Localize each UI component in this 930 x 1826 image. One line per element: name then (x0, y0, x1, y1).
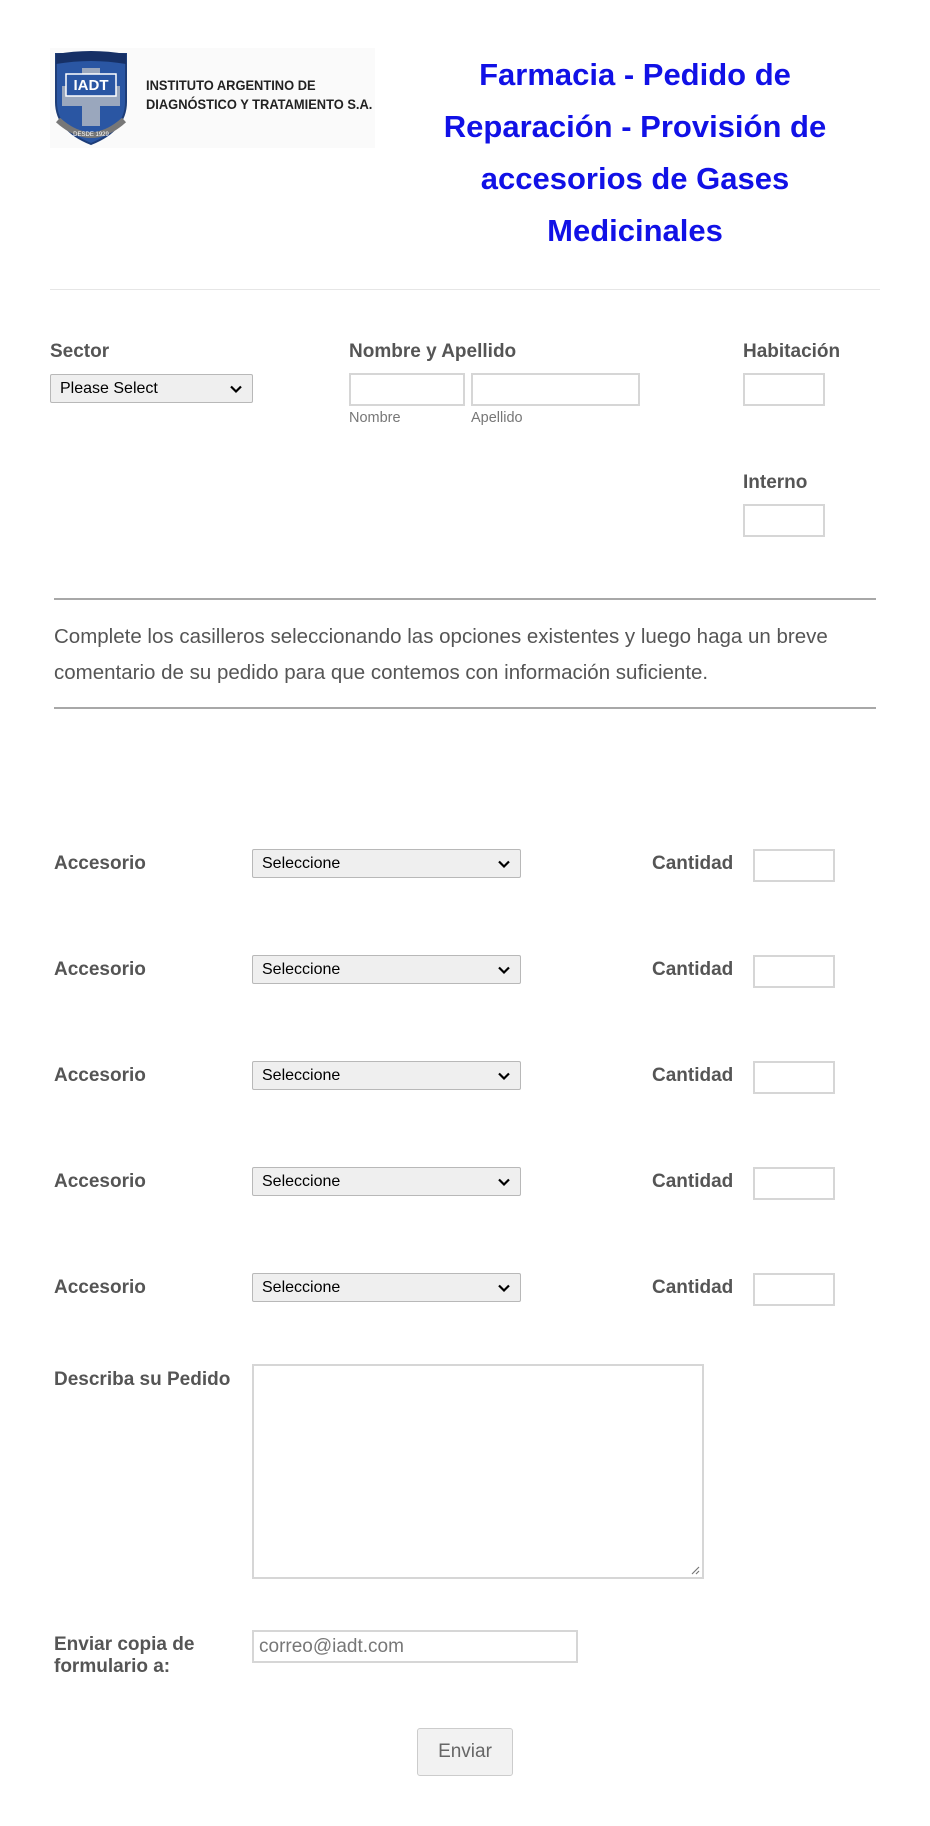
accessory-select[interactable] (252, 955, 521, 984)
quantity-input[interactable] (753, 955, 835, 988)
submit-button-label: Enviar (438, 1741, 492, 1762)
logo (50, 48, 375, 148)
accessory-select-value: Seleccione (262, 1172, 341, 1190)
divider-bottom (54, 707, 876, 709)
nombre-input[interactable] (349, 373, 465, 406)
habitacion-input[interactable] (743, 373, 825, 406)
accessory-label: Accesorio (54, 853, 146, 874)
page-title (400, 49, 870, 257)
accessory-label: Accesorio (54, 1171, 146, 1192)
sector-select-value: Please Select (60, 379, 158, 397)
nombre-sublabel: Nombre (349, 410, 401, 426)
logo-name-line1: INSTITUTO ARGENTINO DE (146, 77, 316, 93)
chevron-down-icon (497, 963, 511, 977)
accessory-label: Accesorio (54, 1065, 146, 1086)
accessory-label: Accesorio (54, 1277, 146, 1298)
accessory-select-value: Seleccione (262, 1278, 341, 1296)
nombre-apellido-label: Nombre y Apellido (349, 341, 517, 362)
copy-label-line: Enviar copia de (54, 1634, 195, 1655)
sector-select[interactable] (50, 374, 253, 403)
chevron-down-icon (229, 382, 243, 396)
title-line: accesorios de Gases (480, 161, 790, 196)
quantity-input[interactable] (753, 1167, 835, 1200)
accessory-select[interactable] (252, 1167, 521, 1196)
accessory-select[interactable] (252, 849, 521, 878)
logo-since-text: DESDE 1929 (73, 132, 109, 138)
quantity-label: Cantidad (652, 1065, 734, 1086)
accessory-select[interactable] (252, 1061, 521, 1090)
sector-label: Sector (50, 341, 110, 362)
quantity-label: Cantidad (652, 1277, 734, 1298)
title-line: Medicinales (547, 213, 723, 248)
resize-handle-icon[interactable] (690, 1565, 700, 1575)
chevron-down-icon (497, 1175, 511, 1189)
apellido-input[interactable] (471, 373, 640, 406)
divider-top (54, 598, 876, 600)
description-textarea[interactable] (252, 1364, 704, 1579)
interno-label: Interno (743, 472, 808, 493)
accessory-row (0, 1167, 930, 1201)
quantity-input[interactable] (753, 849, 835, 882)
header-divider (50, 289, 880, 290)
quantity-label: Cantidad (652, 1171, 734, 1192)
quantity-input[interactable] (753, 1273, 835, 1306)
submit-button[interactable] (417, 1728, 513, 1776)
logo-name-line2: DIAGNÓSTICO Y TRATAMIENTO S.A. (146, 96, 373, 112)
quantity-input[interactable] (753, 1061, 835, 1094)
interno-input[interactable] (743, 504, 825, 537)
accessory-select-value: Seleccione (262, 960, 341, 978)
title-line: Reparación - Provisión de (443, 109, 827, 144)
quantity-label: Cantidad (652, 853, 734, 874)
accessory-row (0, 1273, 930, 1307)
apellido-sublabel: Apellido (471, 410, 523, 426)
logo-badge-text: IADT (73, 77, 109, 94)
habitacion-label: Habitación (743, 341, 841, 362)
copy-email-input[interactable] (252, 1630, 578, 1663)
chevron-down-icon (497, 1281, 511, 1295)
chevron-down-icon (497, 1069, 511, 1083)
accessory-label: Accesorio (54, 959, 146, 980)
accessory-select[interactable] (252, 1273, 521, 1302)
accessory-select-value: Seleccione (262, 854, 341, 872)
copy-label-line: formulario a: (54, 1656, 171, 1677)
accessory-row (0, 849, 930, 883)
quantity-label: Cantidad (652, 959, 734, 980)
chevron-down-icon (497, 857, 511, 871)
accessory-select-value: Seleccione (262, 1066, 341, 1084)
description-label: Describa su Pedido (54, 1369, 231, 1390)
title-line: Farmacia - Pedido de (479, 57, 791, 92)
accessory-row (0, 955, 930, 989)
instructions-text: Complete los casilleros seleccionando las opciones existentes y luego haga un breve comentario de su pedido para que contemos con información suficiente. (54, 625, 828, 684)
copy-label (54, 1634, 194, 1678)
accessory-row (0, 1061, 930, 1095)
